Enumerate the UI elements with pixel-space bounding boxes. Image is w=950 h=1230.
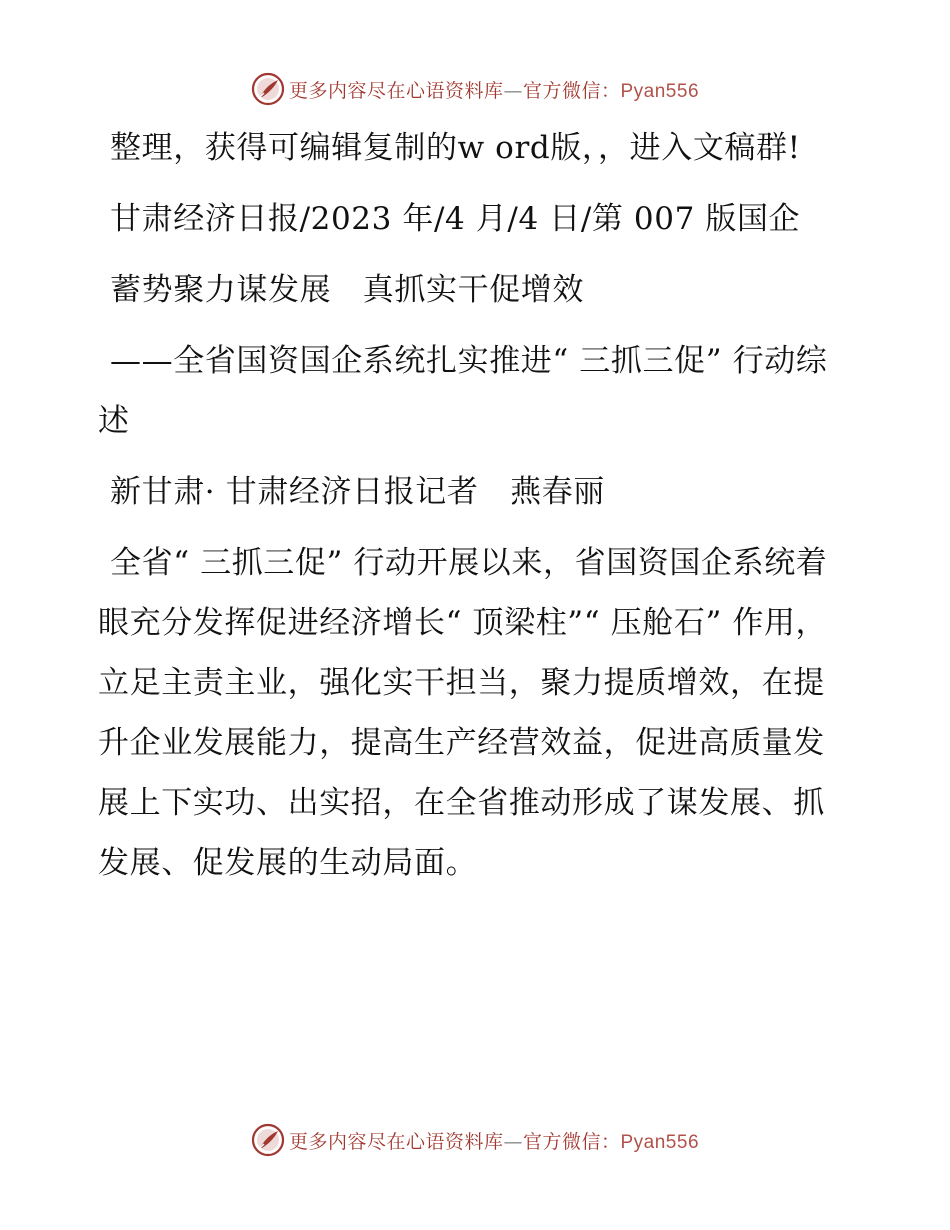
watermark-text	[289, 1127, 699, 1154]
footer-watermark-banner	[0, 1120, 950, 1160]
article-title: 蓄势聚力谋发展 真抓实干促增效	[110, 272, 584, 308]
header-watermark-banner	[0, 69, 950, 109]
watermark-group	[251, 72, 699, 106]
watermark-slogan: 更多内容尽在心语资料库	[288, 79, 504, 102]
article-subtitle: ——全省国资国企系统扎实推进“ 三抓三促” 行动综述	[98, 343, 828, 439]
watermark-dash: —	[503, 1130, 523, 1153]
quill-logo-icon	[251, 72, 285, 106]
watermark-wechat-id: Pyan556	[620, 1131, 700, 1153]
watermark-wechat-label: 官方微信：	[522, 1130, 621, 1153]
article-byline: 新甘肃· 甘肃经济日报记者 燕春丽	[110, 474, 605, 510]
watermark-text	[289, 76, 699, 103]
document-body	[98, 118, 850, 904]
quill-logo-icon	[251, 1123, 285, 1157]
watermark-wechat-id: Pyan556	[620, 80, 700, 102]
watermark-wechat-label: 官方微信：	[522, 79, 621, 102]
watermark-slogan: 更多内容尽在心语资料库	[288, 1130, 504, 1153]
watermark-dash: —	[503, 79, 523, 102]
source-line: 甘肃经济日报/2023 年/4 月/4 日/第 007 版国企	[110, 201, 801, 237]
watermark-group	[251, 1123, 699, 1157]
intro-note: 整理，获得可编辑复制的w ord版，，进入文稿群!	[110, 130, 801, 166]
article-paragraph: 全省“ 三抓三促” 行动开展以来，省国资国企系统着眼充分发挥促进经济增长“ 顶梁柱”“ 压舱石” 作用，立足主责主业，强化实干担当，聚力提质增效，在提升企业发展能力，提高生产经营效益，促进高质量发展上下实功、出实招，在全省推动形成了谋发展、抓发展、促发展的生动局面。	[98, 545, 828, 881]
